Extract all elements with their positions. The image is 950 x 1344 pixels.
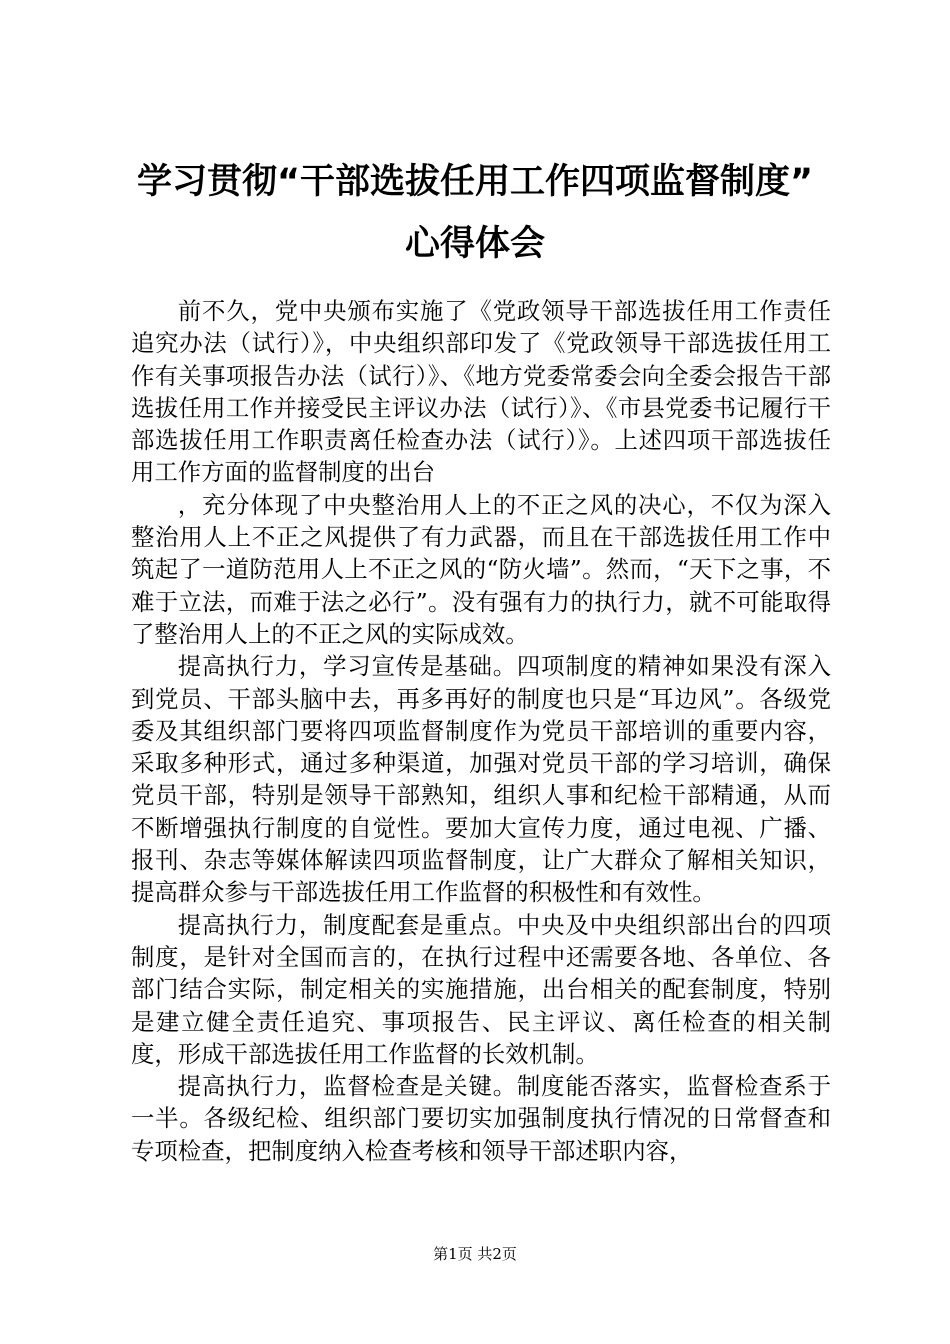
paragraph-5: 提高执行力，监督检查是关键。制度能否落实，监督检查系于一半。各级纪检、组织部门要切实加强制度执行情况的日常督查和专项检查，把制度纳入检查考核和领导干部述职内容， (131, 1072, 831, 1165)
paragraph-1: 前不久，党中央颁布实施了《党政领导干部选拔任用工作责任追究办法（试行）》，中央组织部印发了《党政领导干部选拔任用工作有关事项报告办法（试行）》、《地方党委常委会向全委会报告干部选拔任用工作并接受民主评议办法（试行）》、《市县党委书记履行干部选拔任用工作职责离任检查办法（试行）》。上述四项干部选拔任用工作方面的监督制度的出台 (131, 297, 831, 487)
paragraph-3: 提高执行力，学习宣传是基础。四项制度的精神如果没有深入到党员、干部头脑中去，再多再好的制度也只是“耳边风”。各级党委及其组织部门要将四项监督制度作为党员干部培训的重要内容，采取多种形式，通过多种渠道，加强对党员干部的学习培训，确保党员干部，特别是领导干部熟知，组织人事和纪检干部精通，从而不断增强执行制度的自觉性。要加大宣传力度，通过电视、广播、报刊、杂志等媒体解读四项监督制度，让广大群众了解相关知识，提高群众参与干部选拔任用工作监督的积极性和有效性。 (131, 652, 831, 907)
document-title-line-1: 学习贯彻“干部选拔任用工作四项监督制度” (136, 162, 813, 202)
paragraph-2: ，充分体现了中央整治用人上的不正之风的决心，不仅为深入整治用人上不正之风提供了有力武器，而且在干部选拔任用工作中筑起了一道防范用人上不正之风的“防火墙”。然而，“天下之事，不难于立法，而难于法之必行”。没有强有力的执行力，就不可能取得了整治用人上的不正之风的实际成效。 (131, 490, 831, 648)
page-number-footer: 第1页 共2页 (433, 1245, 517, 1263)
paragraph-4: 提高执行力，制度配套是重点。中央及中央组织部出台的四项制度，是针对全国而言的，在执行过程中还需要各地、各单位、各部门结合实际，制定相关的实施措施，出台相关的配套制度，特别是建立健全责任追究、事项报告、民主评议、离任检查的相关制度，形成干部选拔任用工作监督的长效机制。 (131, 910, 831, 1068)
document-body (131, 295, 831, 1167)
document-title-line-2: 心得体会 (404, 224, 545, 264)
